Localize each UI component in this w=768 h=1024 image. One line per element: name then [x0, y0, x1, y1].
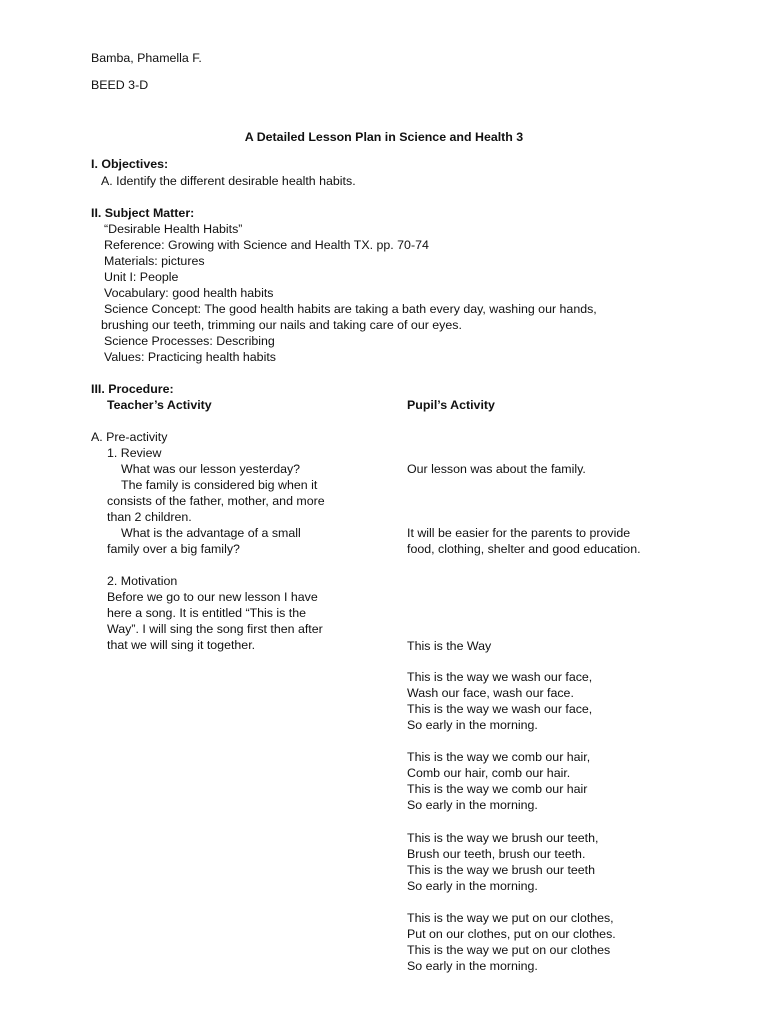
- review-teacher-line: than 2 children.: [107, 510, 192, 524]
- subject-topic: “Desirable Health Habits”: [104, 222, 243, 236]
- motivation-teacher-line: that we will sing it together.: [107, 638, 256, 652]
- objective-a: A. Identify the different desirable health habits.: [101, 174, 356, 188]
- subject-science-processes: Science Processes: Describing: [104, 334, 275, 348]
- song-line: So early in the morning.: [407, 718, 538, 732]
- song-line: So early in the morning.: [407, 959, 538, 973]
- subject-matter-heading: II. Subject Matter:: [91, 206, 195, 220]
- motivation-label: 2. Motivation: [107, 574, 178, 588]
- song-line: So early in the morning.: [407, 879, 538, 893]
- song-line: Put on our clothes, put on our clothes.: [407, 927, 616, 941]
- subject-values: Values: Practicing health habits: [104, 350, 276, 364]
- subject-science-concept: Science Concept: The good health habits are taking a bath every day, washing our hands,: [104, 302, 597, 316]
- subject-unit: Unit I: People: [104, 270, 179, 284]
- song-line: Wash our face, wash our face.: [407, 686, 574, 700]
- song-line: This is the way we brush our teeth,: [407, 831, 599, 845]
- review-teacher-line: family over a big family?: [107, 542, 240, 556]
- review-teacher-line: What was our lesson yesterday?: [121, 462, 301, 476]
- motivation-teacher-line: Way”. I will sing the song first then after: [107, 622, 323, 636]
- objectives-heading: I. Objectives:: [91, 157, 169, 171]
- song-line: This is the way we wash our face,: [407, 670, 593, 684]
- review-pupil-line: Our lesson was about the family.: [407, 462, 586, 476]
- procedure-heading: III. Procedure:: [91, 382, 174, 396]
- song-line: Comb our hair, comb our hair.: [407, 766, 571, 780]
- teacher-activity-header: Teacher’s Activity: [107, 398, 212, 412]
- song-line: This is the way we comb our hair,: [407, 750, 591, 764]
- song-line: This is the way we put on our clothes,: [407, 911, 614, 925]
- review-teacher-line: What is the advantage of a small: [121, 526, 301, 540]
- pre-activity-label: A. Pre-activity: [91, 430, 168, 444]
- song-line: This is the way we put on our clothes: [407, 943, 611, 957]
- document-title: A Detailed Lesson Plan in Science and Health 3: [244, 130, 524, 144]
- song-line: This is the way we comb our hair: [407, 782, 588, 796]
- song-title: This is the Way: [407, 639, 492, 653]
- song-line: So early in the morning.: [407, 798, 538, 812]
- motivation-teacher-line: here a song. It is entitled “This is the: [107, 606, 307, 620]
- review-pupil-line: It will be easier for the parents to provide: [407, 526, 631, 540]
- subject-vocabulary: Vocabulary: good health habits: [104, 286, 274, 300]
- motivation-teacher-line: Before we go to our new lesson I have: [107, 590, 318, 604]
- subject-reference: Reference: Growing with Science and Health TX. pp. 70-74: [104, 238, 429, 252]
- subject-materials: Materials: pictures: [104, 254, 205, 268]
- pupil-activity-header: Pupil’s Activity: [407, 398, 495, 412]
- review-pupil-line: food, clothing, shelter and good education.: [407, 542, 641, 556]
- section-label: BEED 3-D: [91, 78, 149, 92]
- song-line: Brush our teeth, brush our teeth.: [407, 847, 586, 861]
- song-line: This is the way we brush our teeth: [407, 863, 596, 877]
- review-label: 1. Review: [107, 446, 162, 460]
- review-teacher-line: consists of the father, mother, and more: [107, 494, 325, 508]
- subject-science-concept-cont: brushing our teeth, trimming our nails and taking care of our eyes.: [101, 318, 462, 332]
- student-name: Bamba, Phamella F.: [91, 51, 202, 65]
- review-teacher-line: The family is considered big when it: [121, 478, 318, 492]
- song-line: This is the way we wash our face,: [407, 702, 593, 716]
